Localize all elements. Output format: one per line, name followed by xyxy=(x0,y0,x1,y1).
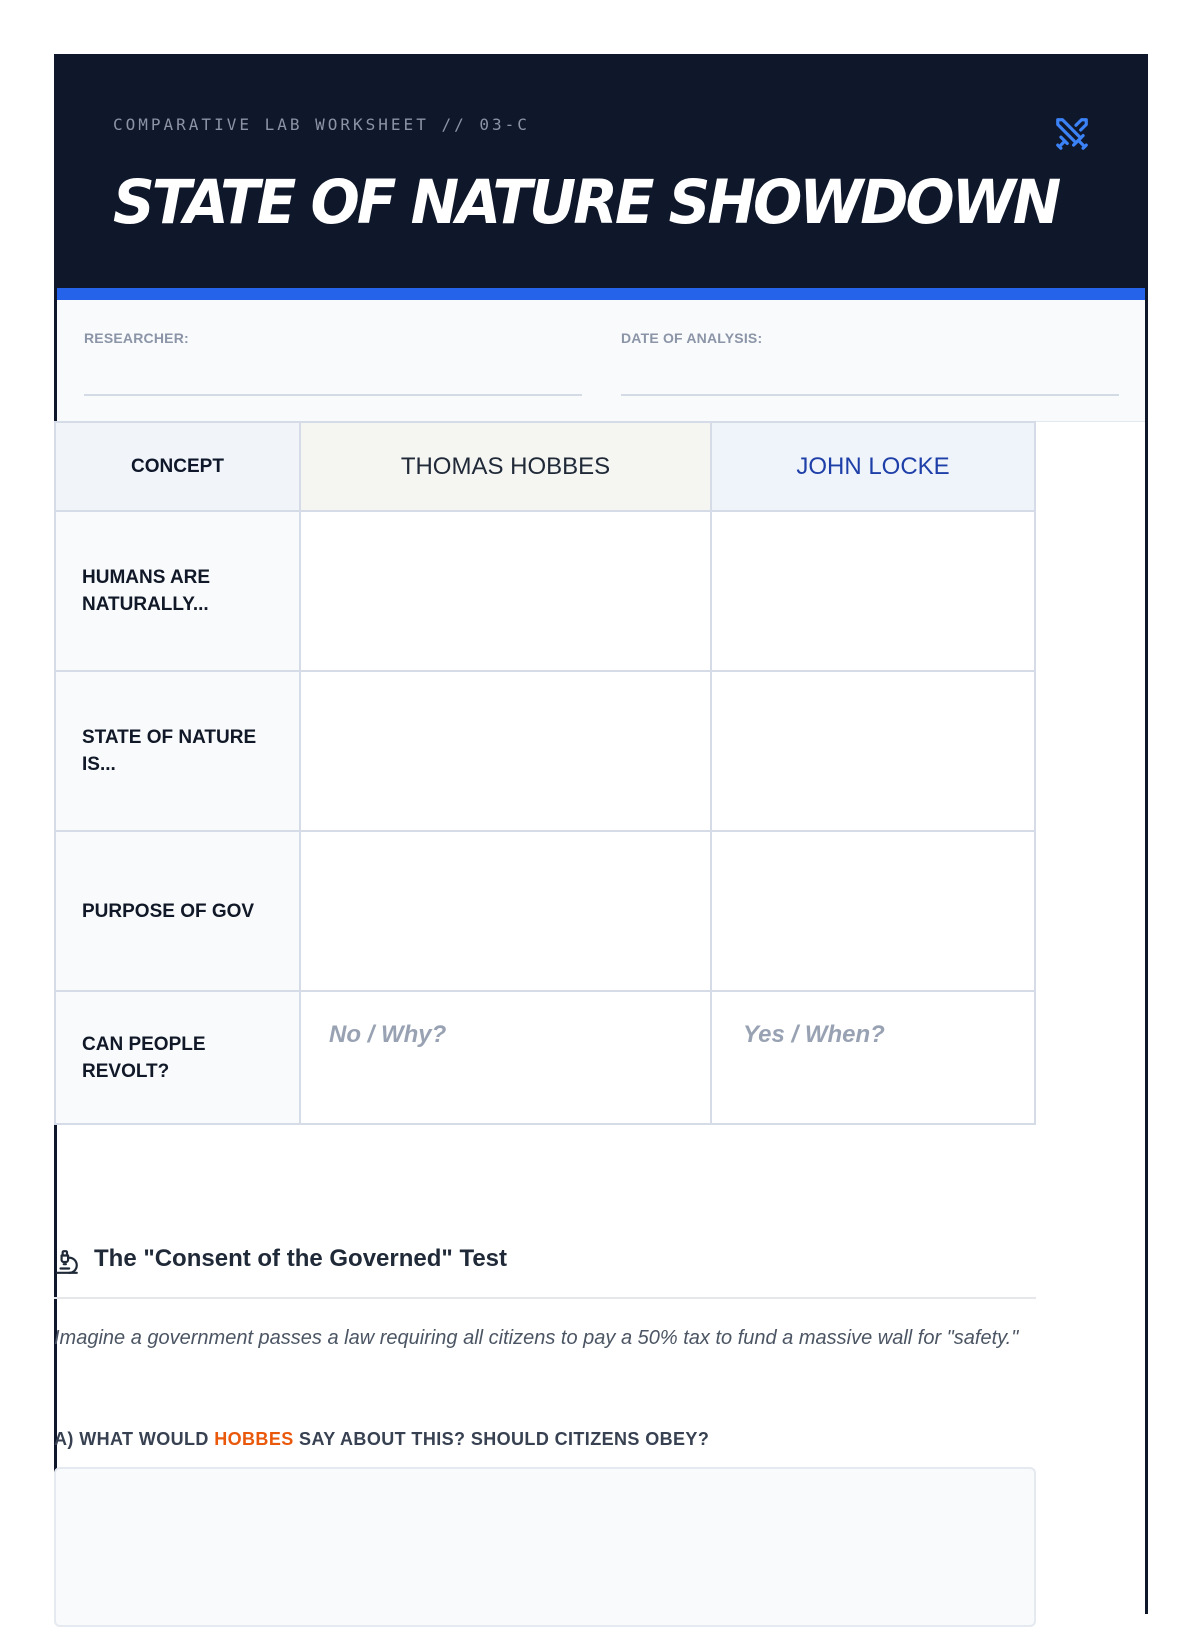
crossed-swords-icon xyxy=(1053,115,1091,153)
date-field[interactable] xyxy=(621,330,1119,396)
locke-answer-cell[interactable] xyxy=(711,511,1035,671)
table-row xyxy=(55,671,1035,831)
question-a-prefix: A) WHAT WOULD xyxy=(54,1429,215,1449)
meta-fields xyxy=(57,300,1145,422)
row-label: PURPOSE OF GOV xyxy=(55,831,300,991)
test-title: The "Consent of the Governed" Test xyxy=(94,1245,508,1272)
microscope-icon xyxy=(54,1248,80,1276)
date-line[interactable] xyxy=(621,394,1119,396)
question-a-suffix: SAY ABOUT THIS? SHOULD CITIZENS OBEY? xyxy=(293,1429,710,1449)
table-row xyxy=(55,991,1035,1124)
header-concept: CONCEPT xyxy=(55,422,300,511)
locke-answer-cell[interactable] xyxy=(711,831,1035,991)
header-banner xyxy=(57,57,1145,300)
locke-answer-cell[interactable] xyxy=(711,991,1035,1124)
hobbes-answer-cell[interactable] xyxy=(300,671,711,831)
comparison-table xyxy=(54,421,1036,1125)
row-label: HUMANS ARE NATURALLY... xyxy=(55,511,300,671)
hobbes-hint: No / Why? xyxy=(329,1021,447,1048)
question-a xyxy=(54,1429,709,1450)
locke-hint: Yes / When? xyxy=(743,1021,885,1048)
table-row xyxy=(55,511,1035,671)
header-hobbes: THOMAS HOBBES xyxy=(300,422,711,511)
page-title: STATE OF NATURE SHOWDOWN xyxy=(113,167,1059,238)
answer-a-box[interactable] xyxy=(54,1467,1036,1627)
row-label: CAN PEOPLE REVOLT? xyxy=(55,991,300,1124)
hobbes-answer-cell[interactable] xyxy=(300,991,711,1124)
question-a-highlight: HOBBES xyxy=(214,1429,294,1449)
row-label: STATE OF NATURE IS... xyxy=(55,671,300,831)
test-section-header xyxy=(54,1245,1036,1299)
table-row xyxy=(55,831,1035,991)
date-label: DATE OF ANALYSIS: xyxy=(621,330,763,346)
locke-answer-cell[interactable] xyxy=(711,671,1035,831)
hobbes-answer-cell[interactable] xyxy=(300,831,711,991)
hobbes-answer-cell[interactable] xyxy=(300,511,711,671)
researcher-label: RESEARCHER: xyxy=(84,330,189,346)
worksheet-code: COMPARATIVE LAB WORKSHEET // 03-C xyxy=(113,115,530,134)
scenario-text: Imagine a government passes a law requiring all citizens to pay a 50% tax to fund a massive wall for "safety." xyxy=(54,1327,1019,1349)
researcher-line[interactable] xyxy=(84,394,582,396)
header-locke: JOHN LOCKE xyxy=(711,422,1035,511)
researcher-field[interactable] xyxy=(84,330,582,396)
